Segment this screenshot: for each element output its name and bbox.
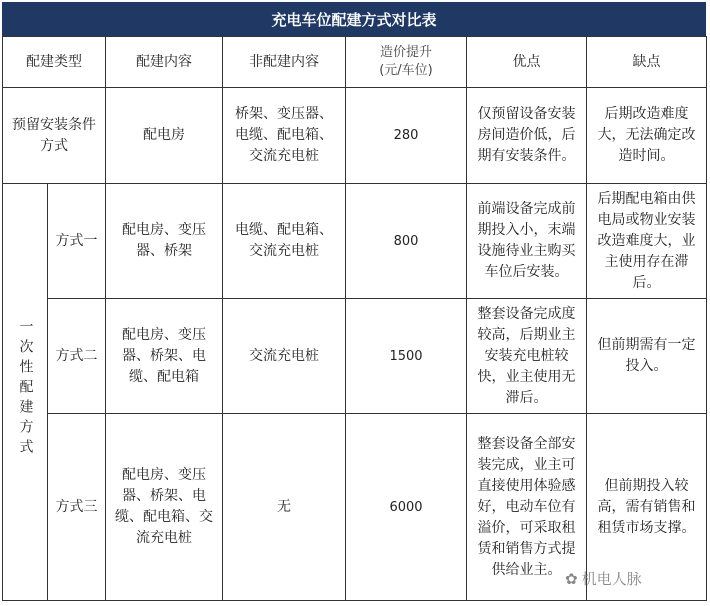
cell-type: 预留安装条件方式 (3, 88, 106, 184)
cell-content: 配电房、变压器、桥架 (106, 184, 223, 299)
cell-pros: 整套设备全部安装完成，业主可直接使用体验感好，电动车位有溢价，可采取租赁和销售方式提供给业主。 (467, 414, 587, 601)
header-type: 配建类型 (3, 37, 106, 88)
cell-cons: 后期配电箱由供电局或物业安装改造难度大，业主使用存在滞后。 (587, 184, 707, 299)
cell-cons: 但前期投入较高，需有销售和租赁市场支撑。 (587, 414, 707, 601)
comparison-table (2, 36, 707, 601)
table-row (3, 184, 707, 299)
cell-cons: 但前期需有一定投入。 (587, 299, 707, 414)
header-price-unit: (元/车位) (379, 63, 433, 78)
header-content: 配建内容 (106, 37, 223, 88)
group-label (3, 184, 48, 601)
cell-price: 6000 (346, 414, 467, 601)
watermark (565, 568, 642, 589)
cell-price: 280 (346, 88, 467, 184)
cell-pros: 仅预留设备安装房间造价低，后期有安装条件。 (467, 88, 587, 184)
cell-price: 1500 (346, 299, 467, 414)
cell-type: 方式一 (48, 184, 106, 299)
cell-content: 配电房 (106, 88, 223, 184)
table-row (3, 299, 707, 414)
cell-type: 方式三 (48, 414, 106, 601)
header-pros: 优点 (467, 37, 587, 88)
table-title: 充电车位配建方式对比表 (2, 2, 706, 36)
watermark-text: 机电人脉 (581, 570, 642, 588)
header-cons: 缺点 (587, 37, 707, 88)
table-row (3, 88, 707, 184)
cell-pros: 前端设备完成前期投入小，末端设施待业主购买车位后安装。 (467, 184, 587, 299)
cell-type: 方式二 (48, 299, 106, 414)
cell-cons: 后期改造难度大，无法确定改造时间。 (587, 88, 707, 184)
cell-non-content: 电缆、配电箱、交流充电桩 (223, 184, 346, 299)
header-non-content: 非配建内容 (223, 37, 346, 88)
cell-content: 配电房、变压器、桥架、电缆、配电箱 (106, 299, 223, 414)
header-row (3, 37, 707, 88)
cell-non-content: 交流充电桩 (223, 299, 346, 414)
cell-content: 配电房、变压器、桥架、电缆、配电箱、交流充电桩 (106, 414, 223, 601)
wechat-icon: ✿ (565, 569, 578, 588)
cell-price: 800 (346, 184, 467, 299)
cell-non-content: 桥架、变压器、电缆、配电箱、交流充电桩 (223, 88, 346, 184)
header-price-label: 造价提升 (379, 45, 432, 60)
cell-non-content: 无 (223, 414, 346, 601)
header-price (346, 37, 467, 88)
comparison-table-container (2, 2, 706, 601)
group-label-text: 一次性配建方式 (17, 318, 34, 459)
cell-pros: 整套设备完成度较高，后期业主安装充电桩较快，业主使用无滞后。 (467, 299, 587, 414)
